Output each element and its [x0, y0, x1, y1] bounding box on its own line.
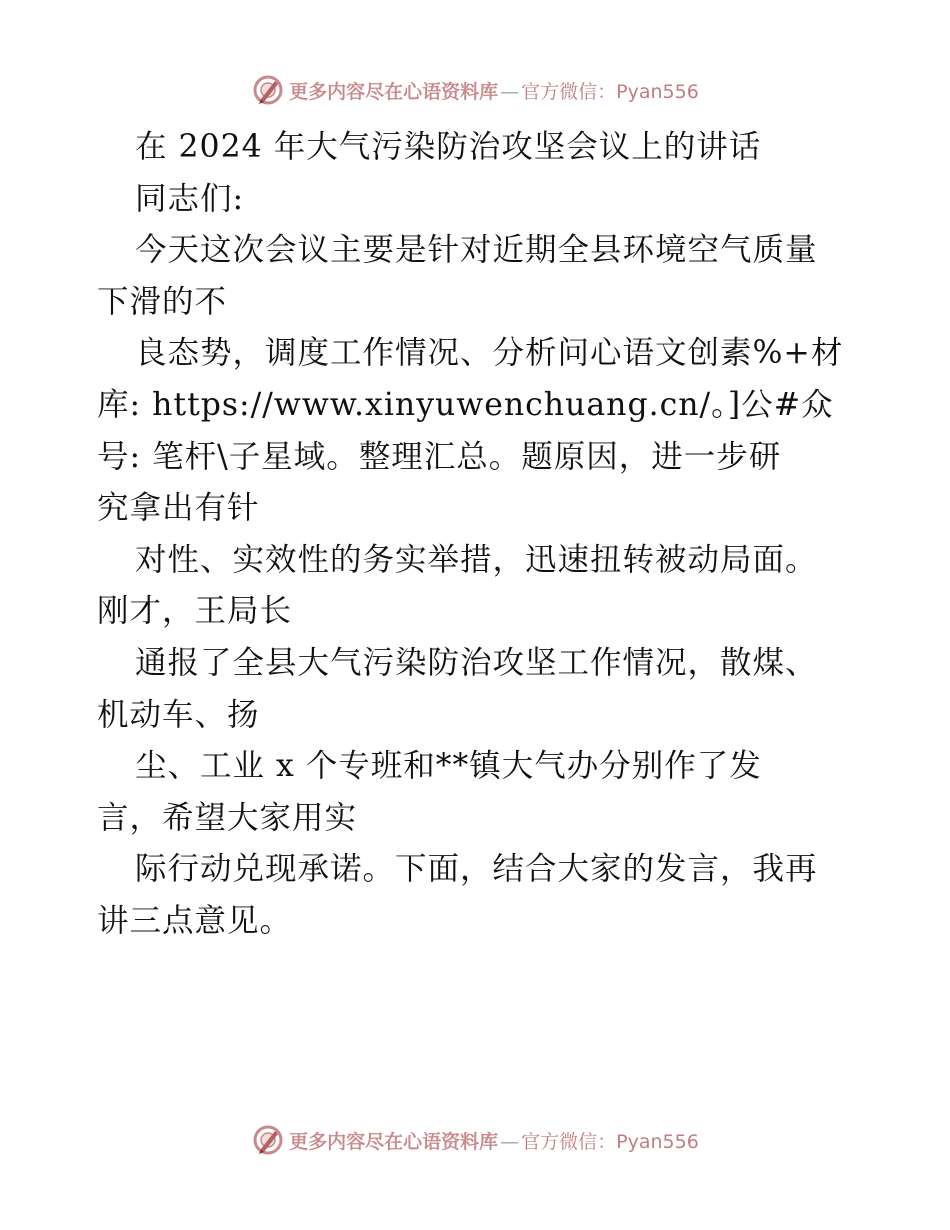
text-line: 刚才，王局长 — [97, 593, 293, 630]
text-line: 机动车、扬 — [97, 696, 260, 733]
text-line: 际行动兑现承诺。下面，结合大家的发言，我再 — [135, 851, 818, 888]
header-banner — [0, 70, 950, 110]
banner-wechat-text: 官方微信：Pyan556 — [521, 1130, 699, 1153]
banner-dash: — — [500, 1130, 520, 1153]
document-title: 在 2024 年大气污染防治攻坚会议上的讲话 — [135, 129, 762, 165]
text-line: 号: 笔杆\子星域。整理汇总。题原因，进一步研 — [97, 438, 782, 475]
banner-site-text: 更多内容尽在心语资料库 — [289, 1130, 499, 1153]
footer-banner — [0, 1120, 950, 1160]
text-line: 下滑的不 — [97, 283, 228, 320]
text-line: 库: https://www.xinyuwenchuang.cn/。]公#众 — [97, 386, 834, 423]
banner-wechat-text: 官方微信：Pyan556 — [521, 80, 699, 103]
pen-logo-icon — [251, 1123, 285, 1157]
text-line: 对性、实效性的务实举措，迅速扭转被动局面。 — [135, 541, 818, 578]
text-line: 今天这次会议主要是针对近期全县环境空气质量 — [135, 232, 818, 269]
text-line: 尘、工业 x 个专班和**镇大气办分别作了发 — [135, 748, 762, 785]
text-line: 言，希望大家用实 — [97, 799, 358, 836]
banner-dash: — — [500, 80, 520, 103]
banner-text — [289, 1127, 699, 1154]
banner-text — [289, 77, 699, 104]
pen-logo-icon — [251, 73, 285, 107]
banner-site-text: 更多内容尽在心语资料库 — [289, 80, 499, 103]
text-line: 同志们: — [135, 180, 245, 217]
document-body — [97, 122, 857, 948]
text-line: 讲三点意见。 — [97, 902, 293, 939]
text-line: 究拿出有针 — [97, 490, 260, 527]
text-line: 通报了全县大气污染防治攻坚工作情况，散煤、 — [135, 644, 818, 681]
text-line: 良态势，调度工作情况、分析问心语文创素%+材 — [135, 335, 844, 372]
